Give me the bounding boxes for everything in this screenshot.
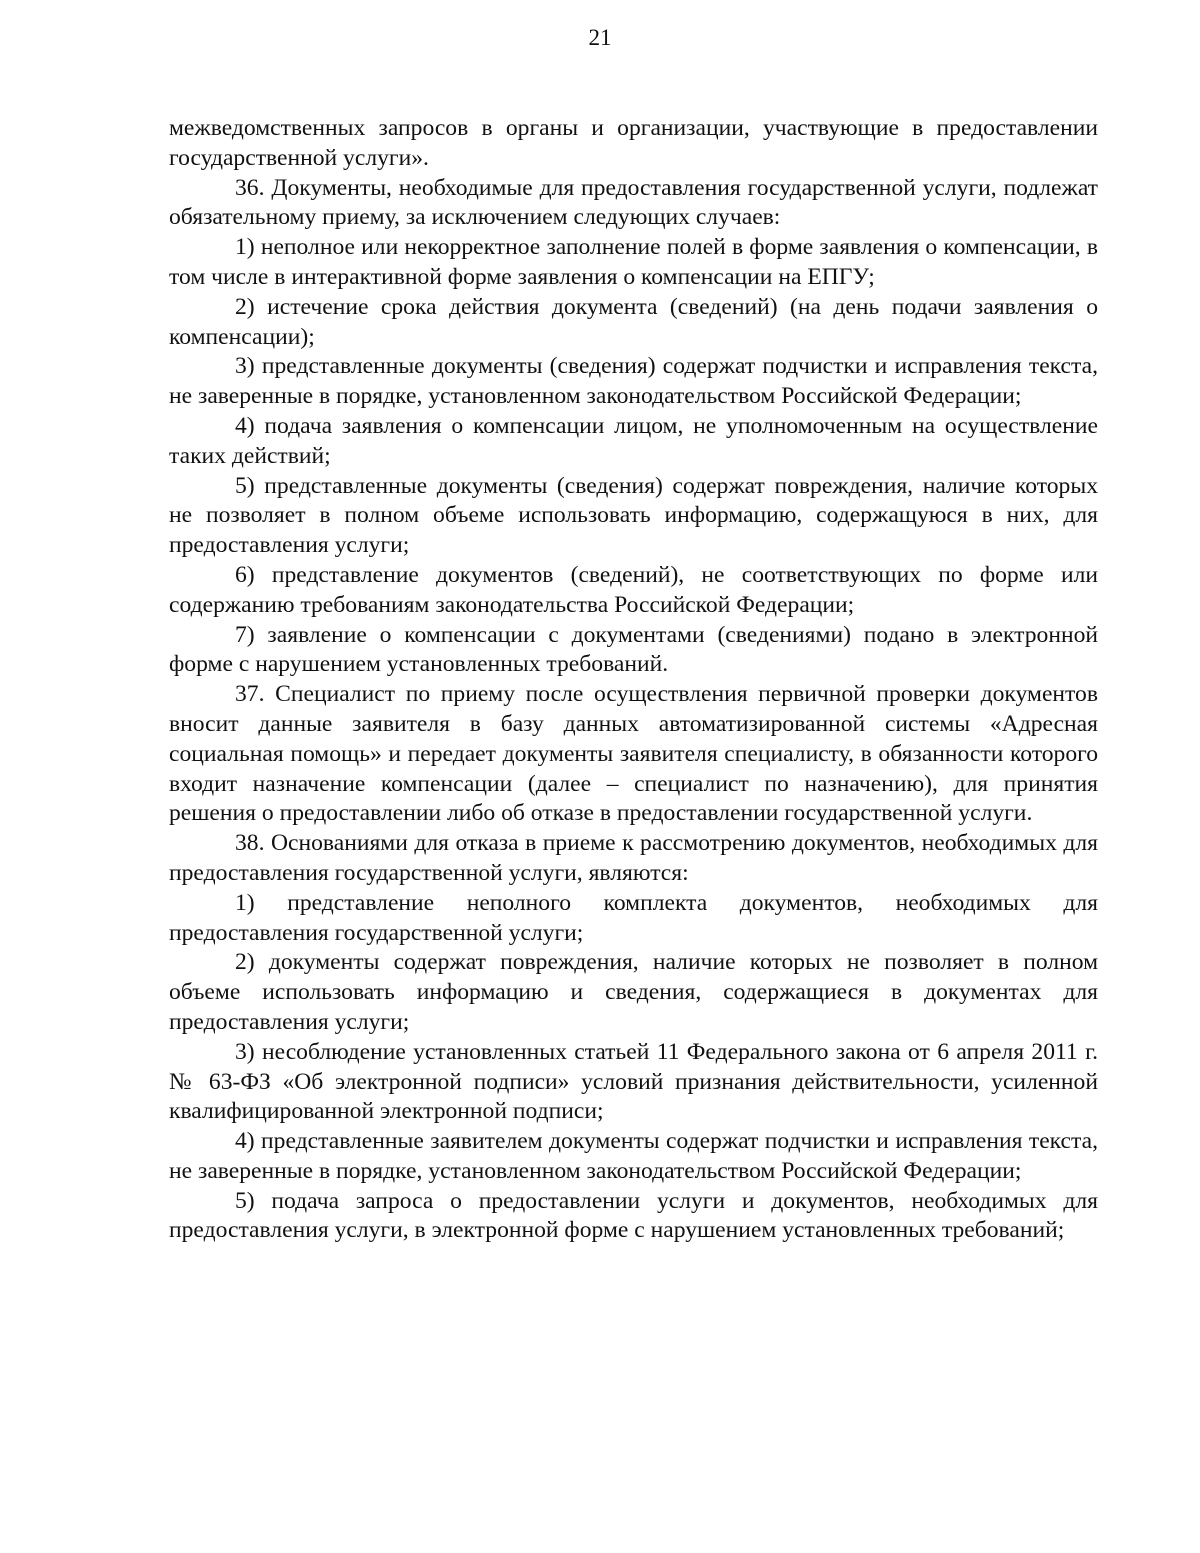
list-item-38-3: 3) несоблюдение установленных статьей 11 Федерального закона от 6 апреля 2011 г. № 63-ФЗ «Об электронной подписи» условий признания действительности, усиленной квалифицированной электронной подписи; bbox=[169, 1038, 1098, 1125]
document-body bbox=[169, 114, 1098, 1246]
page-number: 21 bbox=[588, 25, 612, 50]
list-item-36-2: 2) истечение срока действия документа (сведений) (на день подачи заявления о компенсации); bbox=[169, 293, 1098, 350]
paragraph-36: 36. Документы, необходимые для предоставления государственной услуги, подлежат обязательному приему, за исключением следующих случаев: bbox=[169, 174, 1098, 231]
paragraph-37: 37. Специалист по приему после осуществления первичной проверки документов вносит данные заявителя в базу данных автоматизированной системы «Адресная социальная помощь» и передает документы заявителя специалисту, в обязанности которого входит назначение компенсации (далее – специалист по назначению), для принятия решения о предоставлении либо об отказе в предоставлении государственной услуги. bbox=[169, 681, 1098, 827]
list-item-38-5: 5) подача запроса о предоставлении услуги и документов, необходимых для предоставления услуги, в электронной форме с нарушением установленных требований; bbox=[169, 1187, 1098, 1244]
list-item-36-1: 1) неполное или некорректное заполнение полей в форме заявления о компенсации, в том числе в интерактивной форме заявления о компенсации на ЕПГУ; bbox=[169, 234, 1098, 290]
list-item-38-2: 2) документы содержат повреждения, наличие которых не позволяет в полном объеме использовать информацию и сведения, содержащиеся в документах для предоставления услуги; bbox=[169, 949, 1098, 1035]
paragraph-continuation: межведомственных запросов в органы и организации, участвующие в предоставлении государственной услуги». bbox=[169, 115, 1098, 171]
list-item-36-7: 7) заявление о компенсации с документами (сведениями) подано в электронной форме с нарушением установленных требований. bbox=[169, 621, 1098, 678]
list-item-36-4: 4) подача заявления о компенсации лицом, не уполномоченным на осуществление таких действий; bbox=[169, 412, 1098, 469]
list-item-38-4: 4) представленные заявителем документы содержат подчистки и исправления текста, не заверенные в порядке, установленном законодательством Российской Федерации; bbox=[169, 1128, 1098, 1184]
list-item-36-6: 6) представление документов (сведений), не соответствующих по форме или содержанию требованиям законодательства Российской Федерации; bbox=[169, 561, 1098, 618]
paragraph-38: 38. Основаниями для отказа в приеме к рассмотрению документов, необходимых для предоставления государственной услуги, являются: bbox=[169, 830, 1098, 886]
list-item-36-3: 3) представленные документы (сведения) содержат подчистки и исправления текста, не заверенные в порядке, установленном законодательством Российской Федерации; bbox=[169, 353, 1098, 410]
list-item-38-1: 1) представление неполного комплекта документов, необходимых для предоставления государственной услуги; bbox=[169, 889, 1098, 946]
list-item-36-5: 5) представленные документы (сведения) содержат повреждения, наличие которых не позволяет в полном объеме использовать информацию, содержащуюся в них, для предоставления услуги; bbox=[169, 472, 1098, 559]
